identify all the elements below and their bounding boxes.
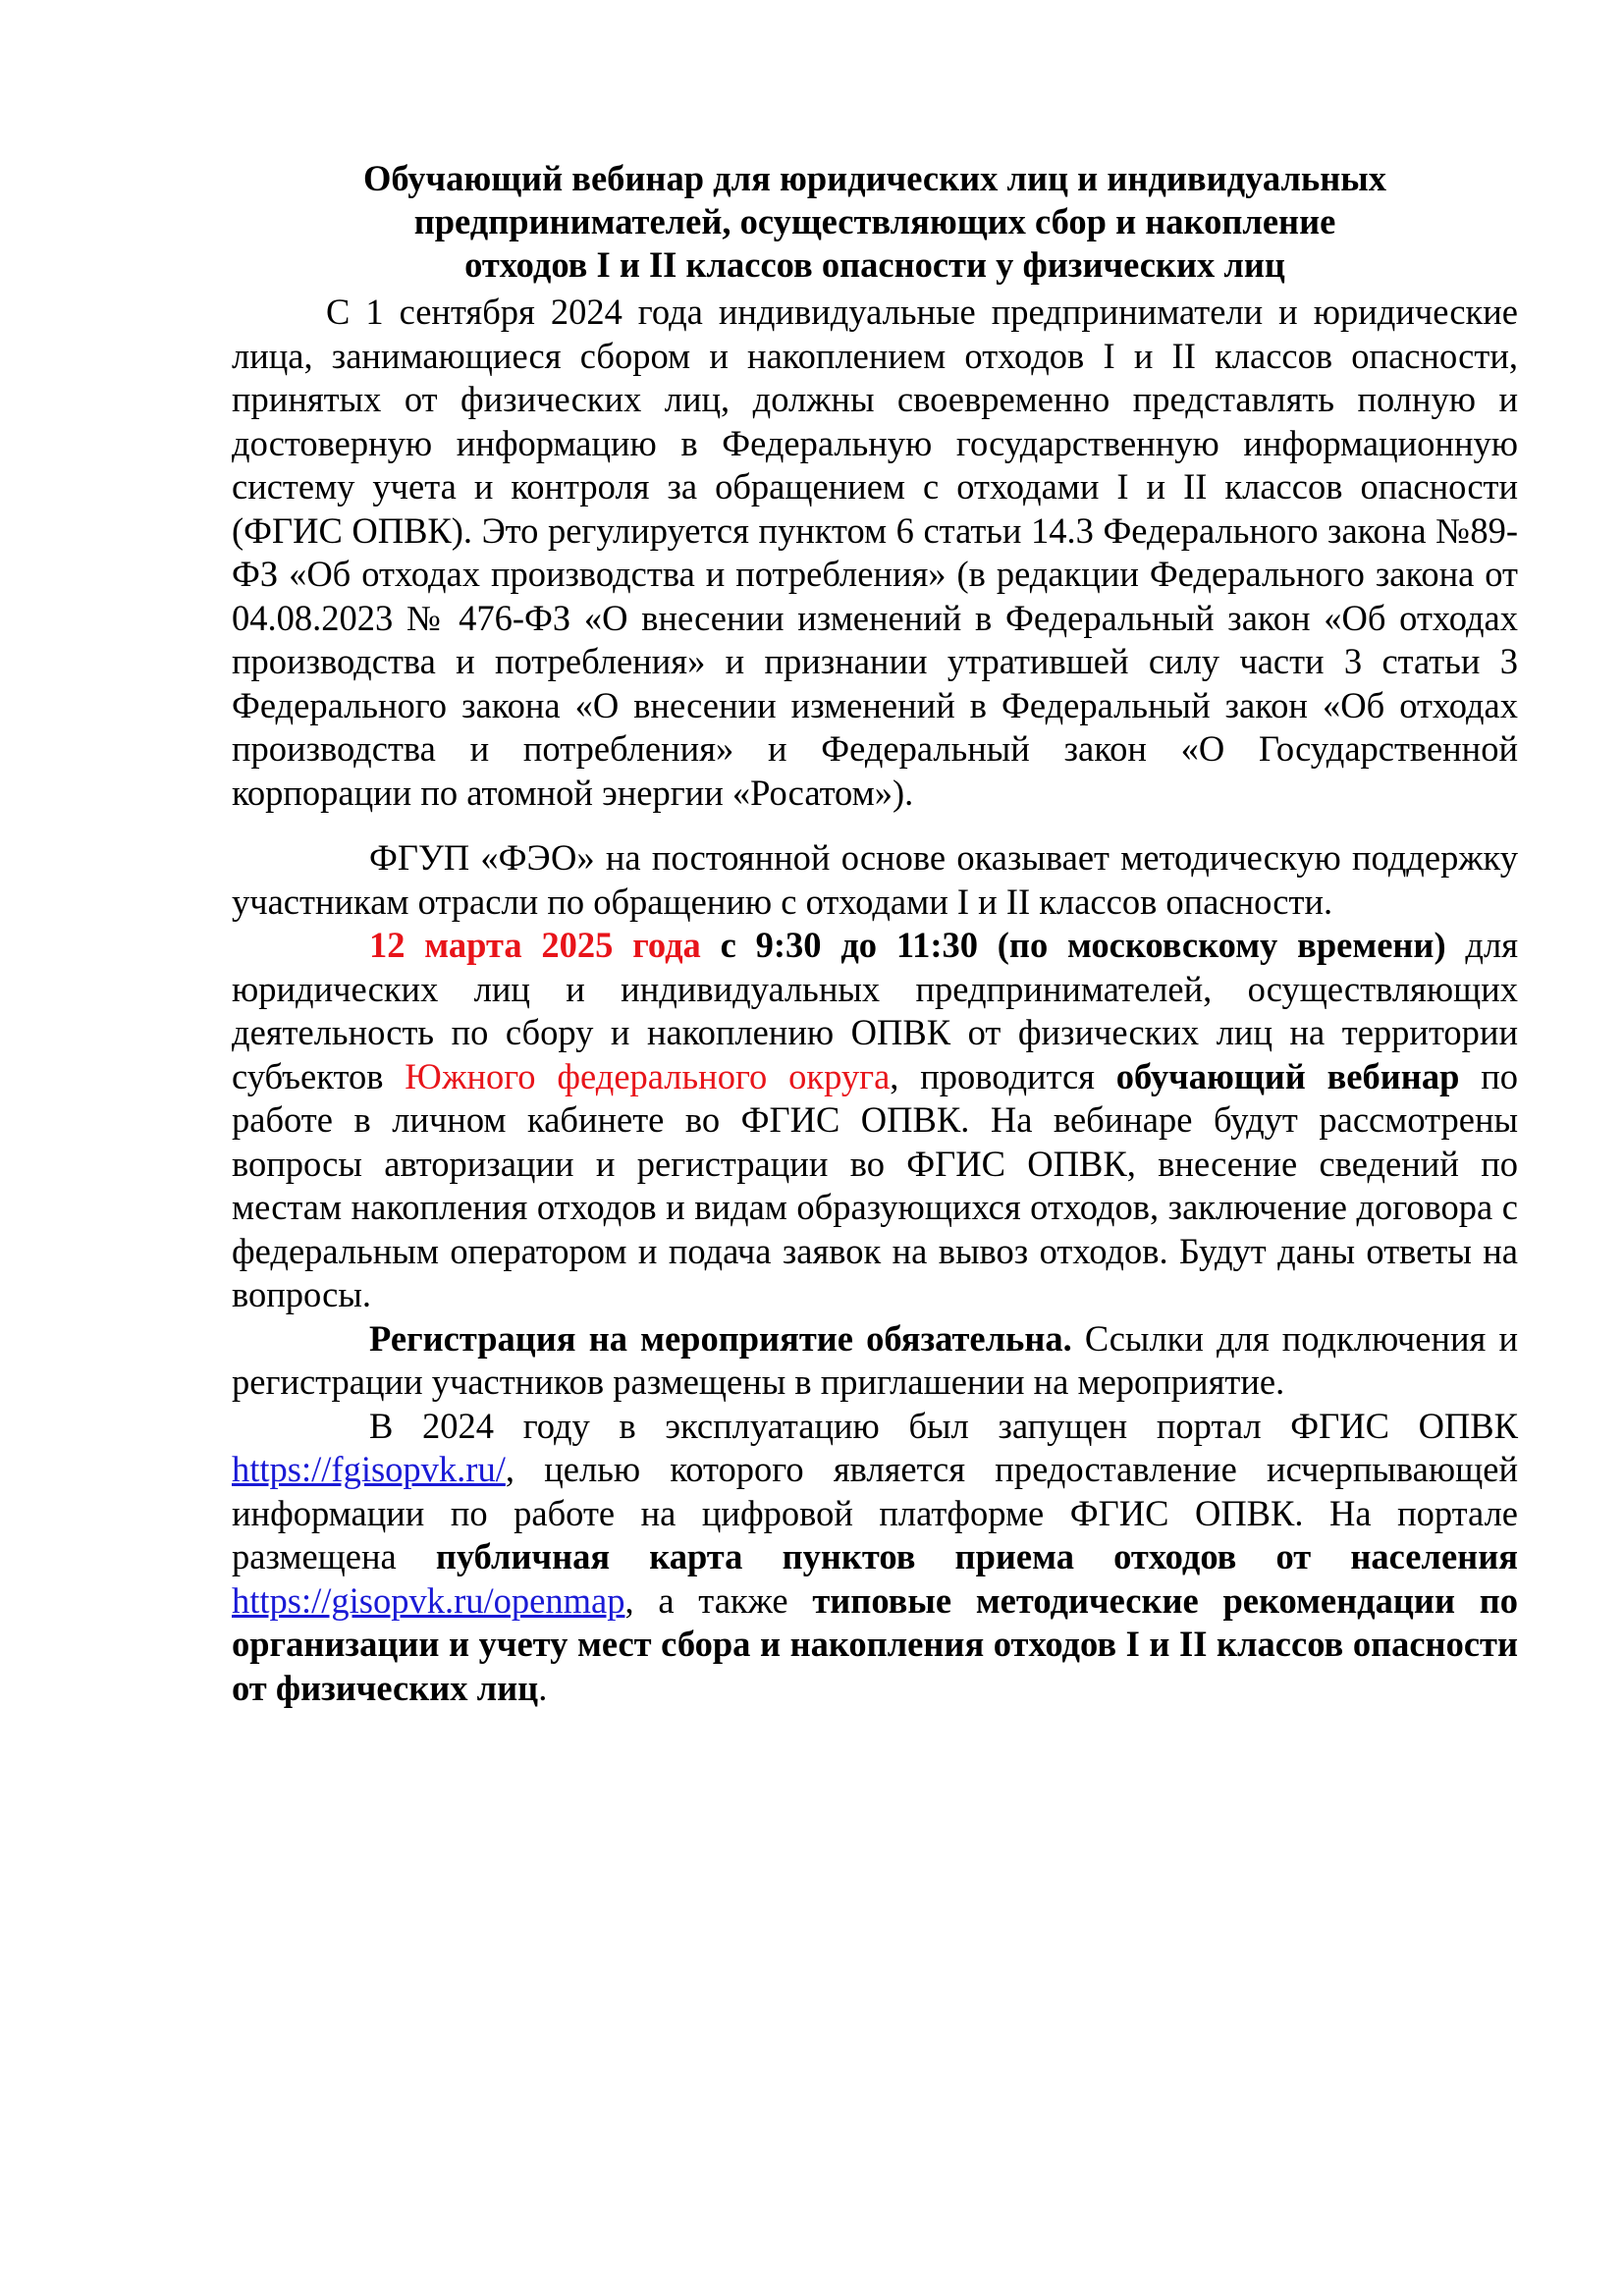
webinar-text-2: , проводится bbox=[890, 1055, 1116, 1096]
portal-text-4: , а также bbox=[624, 1579, 813, 1621]
paragraph-portal bbox=[232, 1405, 1518, 1711]
title-line-2: предпринимателей, осуществляющих сбор и накопление bbox=[413, 201, 1336, 241]
webinar-text-1: для юридических лиц и индивидуальных предпринимателей, осуществляющих деятельность по сбору и накоплению ОПВК от физических лиц на территории субъектов bbox=[232, 925, 1518, 1096]
webinar-date: 12 марта 2025 года bbox=[369, 925, 701, 965]
portal-text-5: . bbox=[538, 1667, 548, 1708]
paragraph-regulation: С 1 сентября 2024 года индивидуальные предприниматели и юридические лица, занимающиеся сбором и накоплением отходов I и II классов опасности, принятых от физических лиц, должны своевременно представлять полную и достоверную информацию в Федеральную государственную информационную систему учета и контроля за обращением с отходами I и II классов опасности (ФГИС ОПВК). Это регулируется пунктом 6 статьи 14.3 Федерального закона №89-ФЗ «Об отходах производства и потребления» (в редакции Федерального закона от 04.08.2023 № 476-ФЗ «О внесении изменений в Федеральный закон «Об отходах производства и потребления» и признании утратившей силу части 3 статьи 3 Федерального закона «О внесении изменений в Федеральный закон «Об отходах производства и потребления» и Федеральный закон «О Государственной корпорации по атомной энергии «Росатом»). bbox=[232, 292, 1518, 813]
webinar-title: обучающий вебинар bbox=[1115, 1055, 1460, 1096]
portal-text-2: , целью которого является предоставление исчерпывающей информации по работе на цифровой платформе ФГИС ОПВК. На портале размещена bbox=[232, 1449, 1518, 1576]
openmap-link[interactable]: https://gisopvk.ru/openmap bbox=[232, 1579, 625, 1621]
registration-required: Регистрация на мероприятие обязательна. bbox=[369, 1317, 1072, 1359]
paragraph-support: ФГУП «ФЭО» на постоянной основе оказывает методическую поддержку участникам отрасли по обращению с отходами I и II классов опасности. bbox=[232, 837, 1518, 922]
title-line-1: Обучающий вебинар для юридических лиц и индивидуальных bbox=[363, 158, 1386, 198]
district-name: Южного федерального округа bbox=[405, 1055, 891, 1096]
methodical-recommendations: типовые методические рекомендации по организации и учету мест сбора и накопления отходов I и II классов опасности от физических лиц bbox=[232, 1579, 1519, 1708]
title-line-3: отходов I и II классов опасности у физических лиц bbox=[464, 244, 1285, 285]
paragraph-webinar bbox=[232, 924, 1518, 1317]
document-title bbox=[232, 157, 1518, 287]
webinar-time: с 9:30 до 11:30 (по московскому времени) bbox=[700, 925, 1446, 965]
portal-link[interactable]: https://fgisopvk.ru/ bbox=[232, 1449, 506, 1489]
paragraph-registration bbox=[232, 1317, 1518, 1405]
portal-text-1: В 2024 году в эксплуатацию был запущен портал ФГИС ОПВК bbox=[369, 1405, 1518, 1446]
document-body bbox=[232, 157, 1518, 1710]
registration-text: Ссылки для подключения и регистрации участников размещены в приглашении на мероприятие. bbox=[232, 1317, 1518, 1402]
webinar-text-3: по работе в личном кабинете во ФГИС ОПВК. На вебинаре будут рассмотрены вопросы авторизации и регистрации во ФГИС ОПВК, внесение сведений по местам накопления отходов и видам образующихся отходов, заключение договора с федеральным оператором и подача заявок на вывоз отходов. Будут даны ответы на вопросы. bbox=[232, 1055, 1518, 1314]
public-map-label: публичная карта пунктов приема отходов от населения bbox=[435, 1536, 1518, 1576]
